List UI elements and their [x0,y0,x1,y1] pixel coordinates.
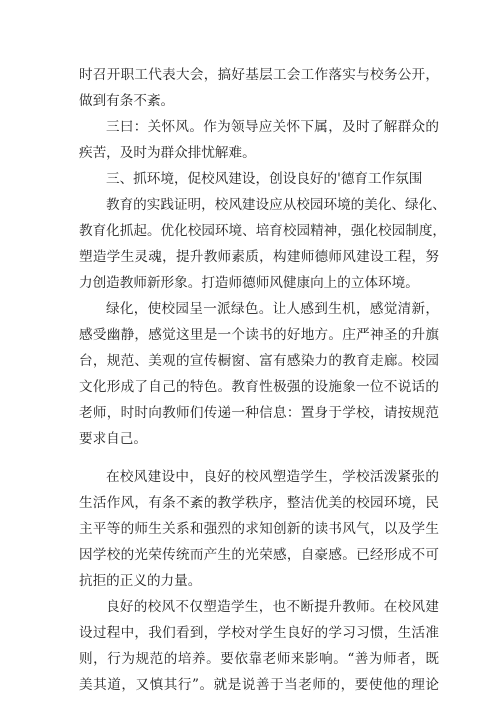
text-line: 做到有条不紊。 [79,93,175,109]
text-line: 要求自己。 [79,431,147,447]
text-line: 塑造学生灵魂，提升教师素质，构建师德师风建设工程，努 [79,249,439,265]
text-line: 教育的实践证明，校风建设应从校园环境的美化、绿化、 [106,197,446,213]
text-line: 主平等的师生关系和强烈的求知创新的读书风气，以及学生 [79,521,439,537]
text-line: 感受幽静，感觉这里是一个读书的好地方。庄严神圣的升旗 [79,327,439,343]
text-line: 生活作风，有条不紊的教学秩序，整洁优美的校园环境，民 [79,495,439,511]
text-line: 老师，时时向教师们传递一种信息：置身于学校，请按规范 [79,405,439,421]
text-line: 疾苦，及时为群众排忧解难。 [79,145,256,161]
text-line: 绿化，使校园呈一派绿色。让人感到生机，感觉清新， [106,301,439,317]
text-line: 文化形成了自己的特色。教育性极强的设施象一位不说话的 [79,379,439,395]
text-line: 美其道，又慎其行”。就是说善于当老师的，要使他的理论 [79,677,439,693]
text-line: 力创造教师新形象。打造师德师风健康向上的立体环境。 [79,275,419,291]
text-line: 教育化抓起。优化校园环境、培育校园精神，强化校园制度， [79,223,447,239]
section-heading: 三、抓环境，促校风建设，创设良好的'德育工作氛围 [106,171,423,187]
text-line: 台，规范、美观的宣传橱窗、富有感染力的教育走廊。校园 [79,353,439,369]
text-line: 在校风建设中，良好的校风塑造学生，学校活泼紧张的 [106,469,439,485]
text-line: 良好的校风不仅塑造学生，也不断提升教师。在校风建 [106,599,439,615]
text-line: 时召开职工代表大会，搞好基层工会工作落实与校务公开， [79,67,439,83]
text-line: 则，行为规范的培养。要依靠老师来影响。“善为师者，既 [79,651,439,667]
text-line: 设过程中，我们看到，学校对学生良好的学习习惯，生活准 [79,625,439,641]
text-line: 三曰：关怀风。作为领导应关怀下属，及时了解群众的 [106,119,439,135]
text-line: 抗拒的正义的力量。 [79,573,202,589]
text-line: 因学校的光荣传统而产生的光荣感，自豪感。已经形成不可 [79,547,439,563]
